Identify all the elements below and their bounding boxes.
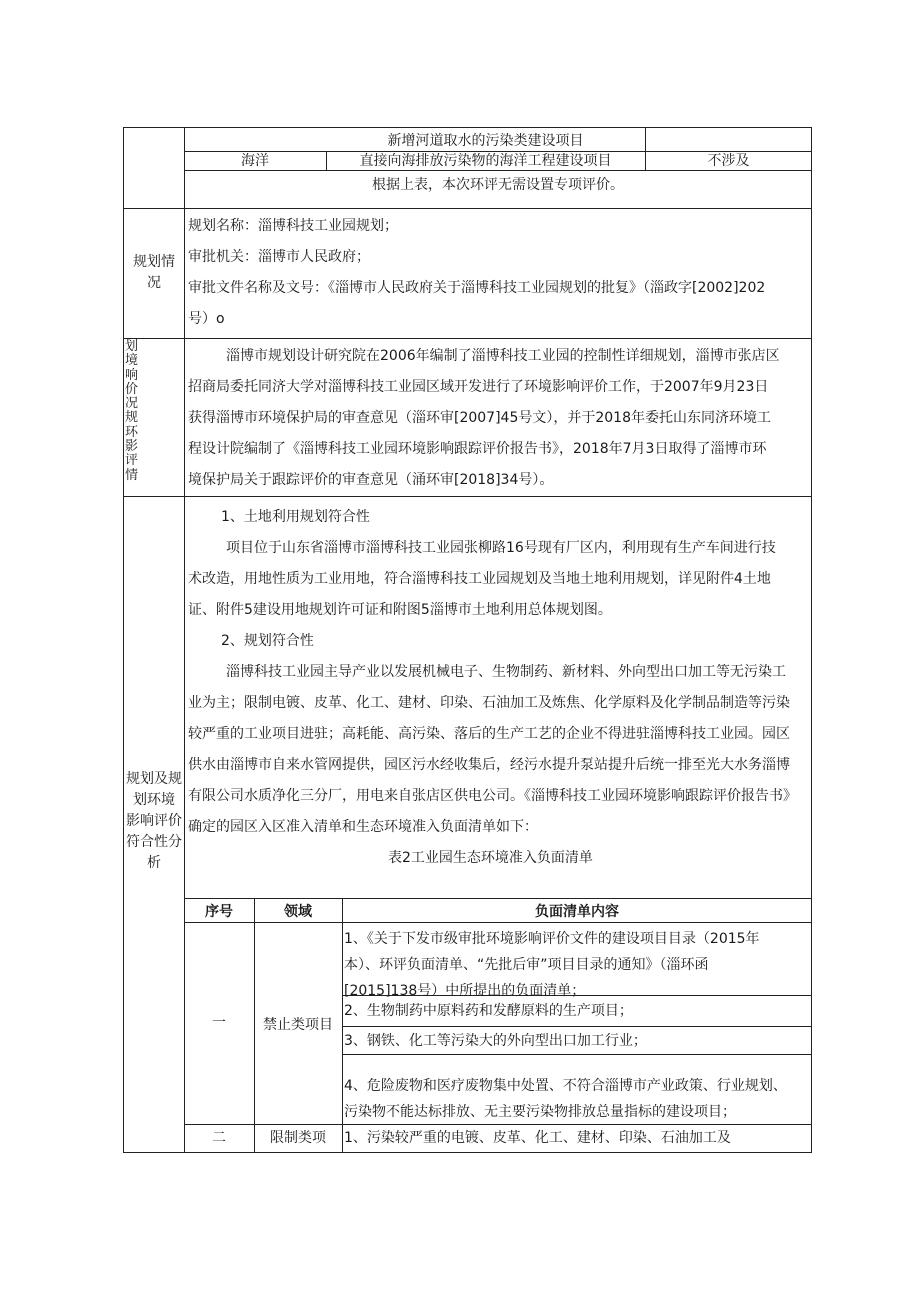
- neg-item-divider: [342, 1026, 812, 1027]
- neg-row1-item1: 1、《关于下发市级审批环境影响评价文件的建设项目目录（2015年 本）、环评负面清单、“先批后审”项目目录的通知》（淄环函 [2015]138号）中所提出的负面清单；: [344, 931, 760, 999]
- section2-title: 2、规划符合性: [221, 633, 314, 649]
- section1-line: 证、附件5建设用地规划许可证和附图5淄博市土地利用总体规划图。: [188, 602, 612, 618]
- section2-line: 供水由淄博市自来水管网提供，园区污水经收集后，经污水提升泵站提升后统一排至光大水务淄博: [188, 757, 790, 773]
- top-row1-project: 新增河道取水的污染类建设项目: [387, 133, 584, 149]
- eia-content: [188, 341, 780, 496]
- neg-row1-item4: 4、危险废物和医疗废物集中处置、不符合淄博市产业政策、行业规划、 污染物不能达标排放、无主要污染物排放总量指标的建设项目；: [344, 1078, 787, 1120]
- section1-title: 1、土地利用规划符合性: [221, 509, 370, 525]
- neg-header-no: 序号: [205, 904, 233, 920]
- conformity-label: 规划及规 划环境 影响评价 符合性分 析: [126, 771, 182, 871]
- neg-header-divider: [184, 922, 812, 923]
- top-row2-result: 不涉及: [707, 153, 750, 169]
- planning-line: 号）o: [188, 311, 225, 327]
- section2-line: 有限公司水质净化三分厂，用电来自张店区供电公司。《淄博科技工业园环境影响跟踪评价报告书》: [188, 788, 797, 804]
- planning-line: 审批文件名称及文号：《淄博市人民政府关于淄博科技工业园规划的批复》（淄政字[2002]202: [188, 280, 766, 296]
- eia-line: 招商局委托同济大学对淄博科技工业园区域开发进行了环境影响评价工作，于2007年9月23日: [188, 379, 769, 395]
- section1-line: 术改造，用地性质为工业用地，符合淄博科技工业园规划及当地土地利用规划，详见附件4土地: [188, 571, 771, 587]
- neg-item-divider: [342, 1054, 812, 1055]
- section2-line: 较严重的工业项目进驻；高耗能、高污染、落后的生产工艺的企业不得进驻淄博科技工业园。园区: [188, 726, 790, 742]
- top-row2-project: 直接向海排放污染物的海洋工程建设项目: [359, 153, 612, 169]
- section2-line: 淄博科技工业园主导产业以发展机械电子、生物制药、新材料、外向型出口加工等无污染工: [226, 664, 786, 680]
- eia-line: 境保护局关于跟踪评价的审查意见（涌环审[2018]34号）。: [188, 472, 554, 488]
- section-divider: [123, 496, 812, 497]
- planning-content: [188, 211, 765, 335]
- neg-row1-no: 一: [212, 1015, 226, 1031]
- neg-row1-item3: 3、钢铁、化工等污染大的外向型出口加工行业；: [344, 1033, 647, 1049]
- neg-row2-no: 二: [212, 1130, 226, 1146]
- planning-label: 规划情 况: [133, 254, 175, 291]
- eia-label: 划境响价况规环影评情: [125, 339, 139, 483]
- top-row2-category: 海洋: [241, 153, 269, 169]
- neg-header-field: 领域: [284, 904, 312, 920]
- section-divider: [123, 208, 812, 209]
- section1-line: 项目位于山东省淄博市淄博科技工业园张柳路16号现有厂区内，利用现有生产车间进行技: [226, 540, 776, 556]
- neg-row1-field: 禁止类项目: [263, 1017, 333, 1033]
- conformity-content: [188, 502, 797, 874]
- eia-line: 程设计院编制了《淄博科技工业园环境影响跟踪评价报告书》，2018年7月3日取得了淄博市环: [188, 441, 767, 457]
- planning-line: 规划名称：淄博科技工业园规划；: [188, 218, 398, 234]
- neg-row2-field: 限制类项: [270, 1130, 326, 1146]
- section2-line: 确定的园区入区准入清单和生态环境准入负面清单如下：: [188, 819, 538, 835]
- eia-line: 获得淄博市环境保护局的审查意见（淄环审[2007]45号文），并于2018年委托山东同济环境工: [188, 410, 771, 426]
- neg-row1-item2: 2、生物制药中原料药和发酵原料的生产项目；: [344, 1003, 633, 1019]
- eia-line: 淄博市规划设计研究院在2006年编制了淄博科技工业园的控制性详细规划，淄博市张店区: [226, 348, 780, 364]
- planning-line: 审批机关：淄博市人民政府；: [188, 249, 370, 265]
- row-divider: [184, 170, 812, 171]
- section-divider: [123, 338, 812, 339]
- neg-header-content: 负面清单内容: [535, 904, 619, 920]
- top-conclusion: 根据上表，本次环评无需设置专项评价。: [372, 177, 624, 193]
- neg-row2-item1: 1、污染较严重的电镀、皮革、化工、建材、印染、石油加工及: [344, 1130, 731, 1146]
- table-caption: 表2工业园生态环境准入负面清单: [388, 850, 593, 866]
- section2-line: 业为主；限制电镀、皮革、化工、建材、印染、石油加工及炼焦、化学原料及化学制品制造等污染: [188, 695, 790, 711]
